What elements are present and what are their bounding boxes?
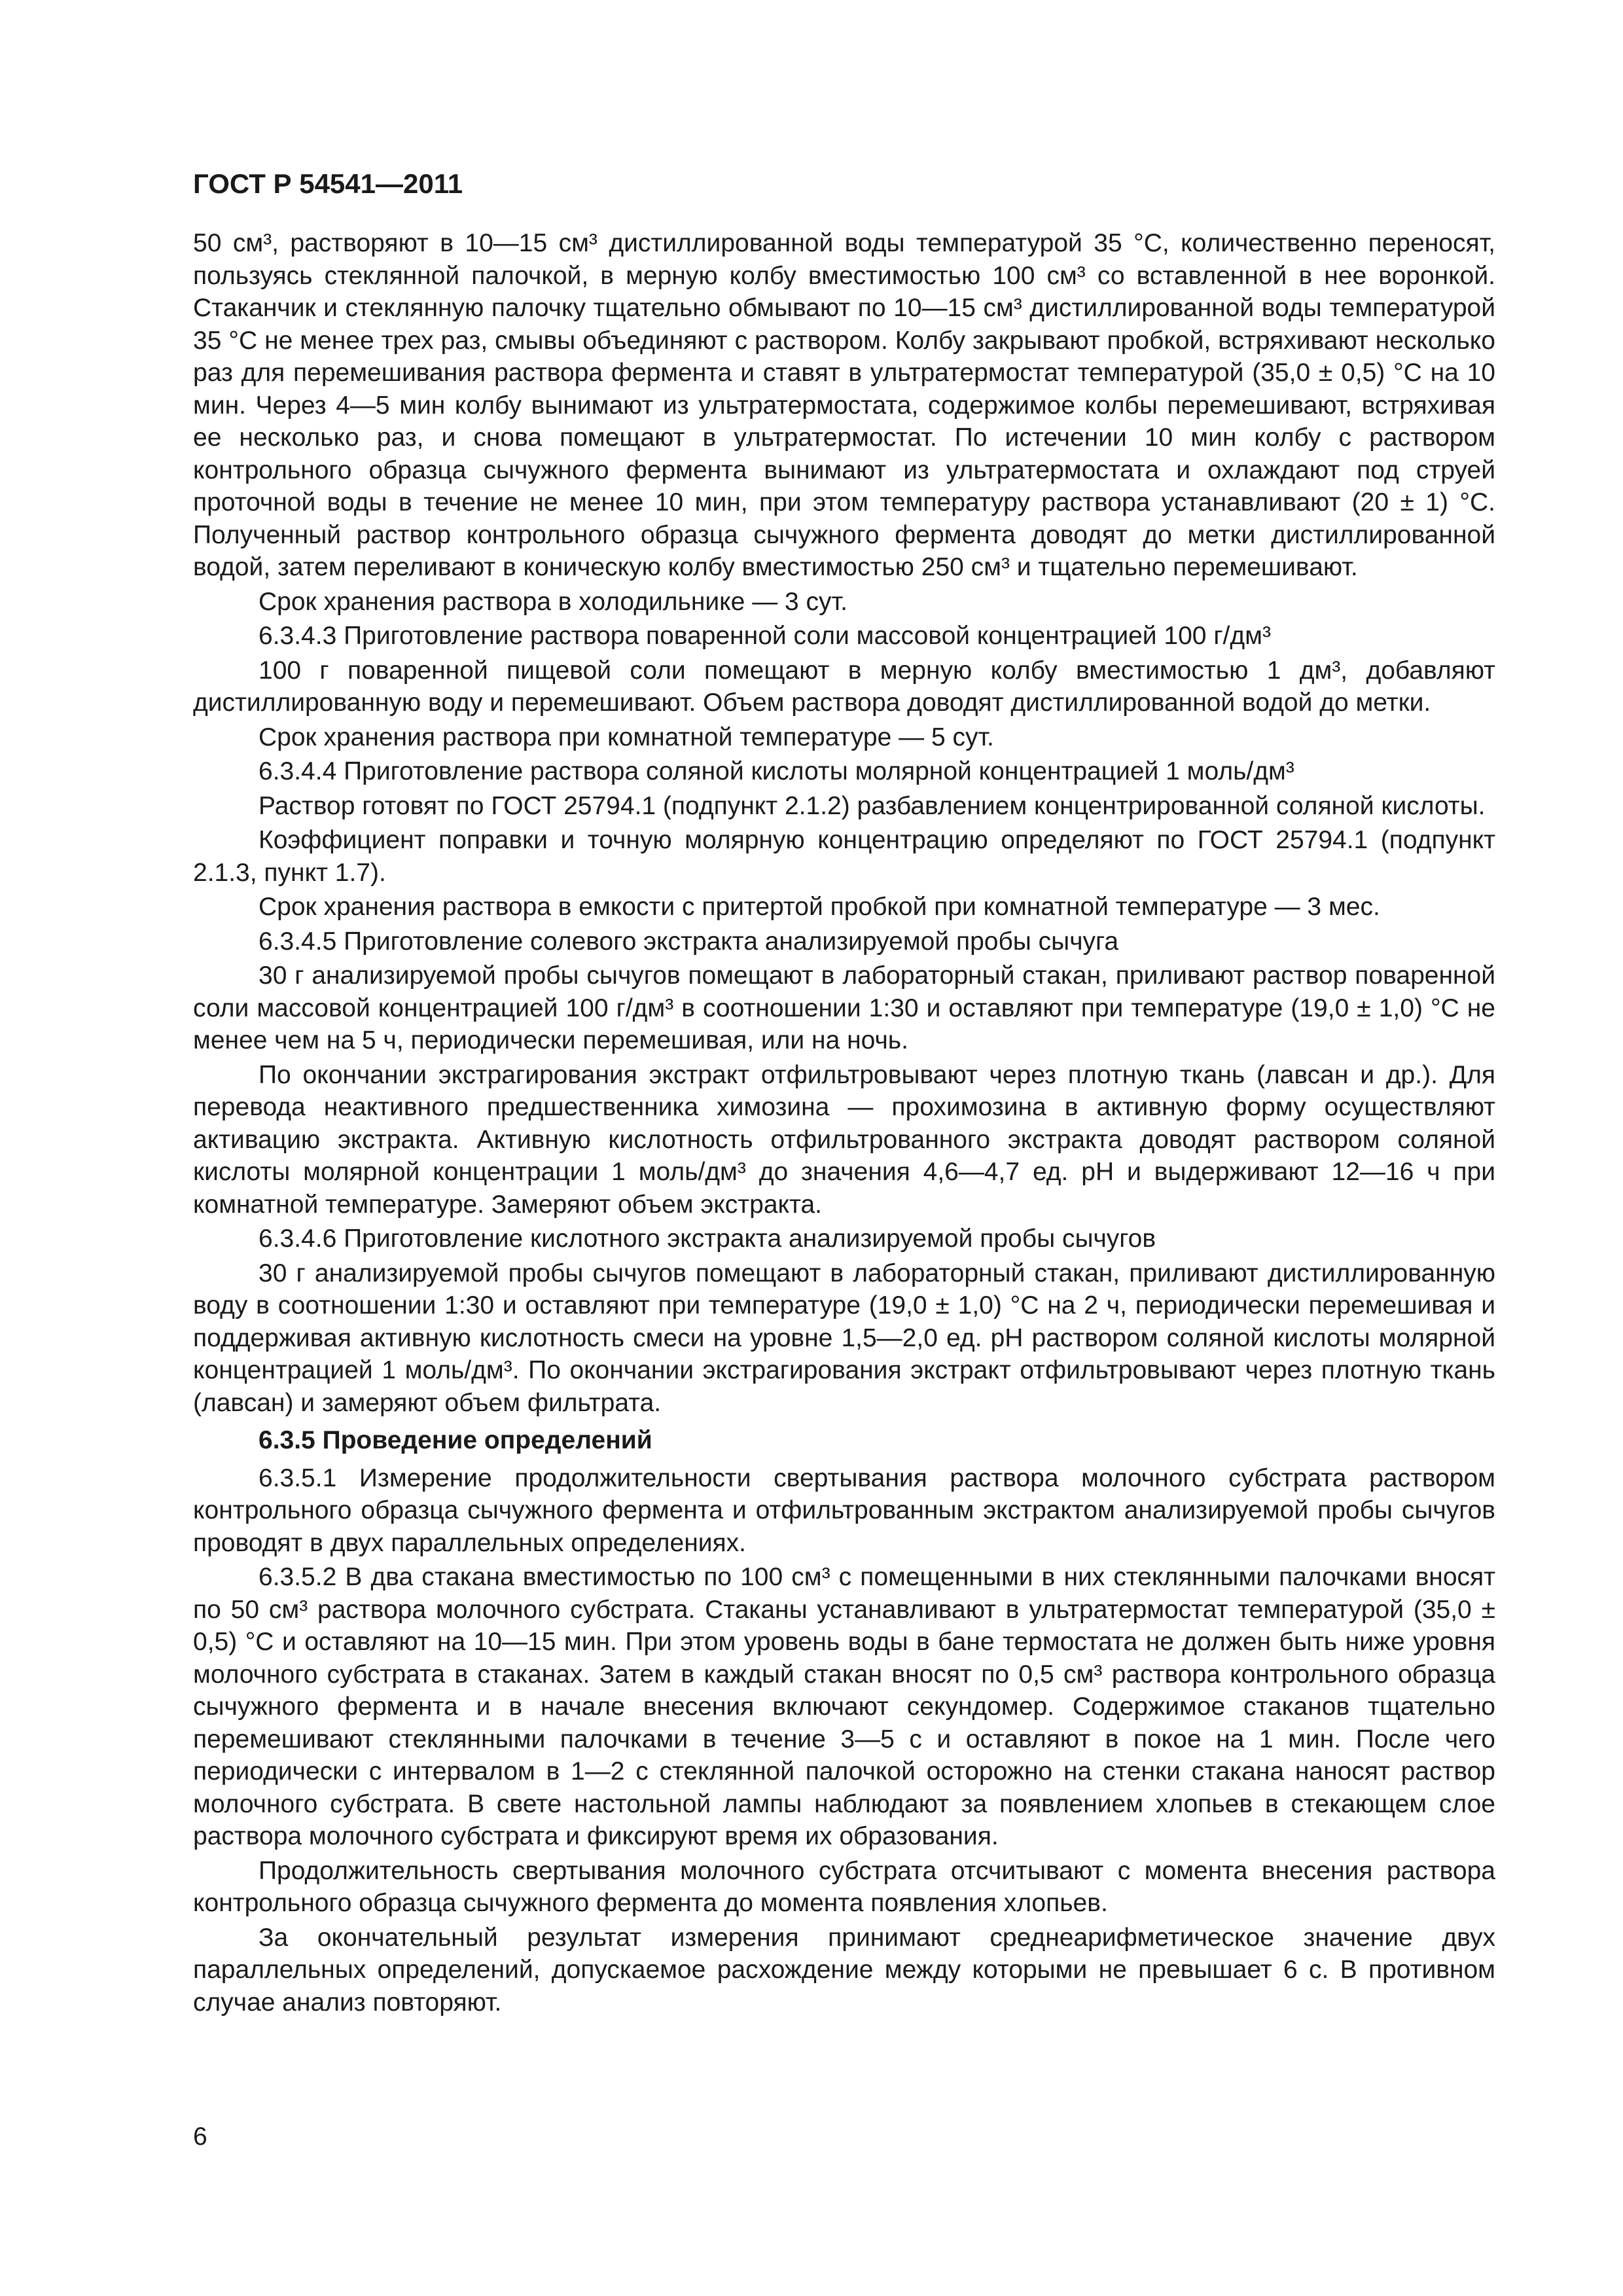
paragraph-coagulation-duration: Продолжительность свертывания молочного субстрата отсчитывают с момента внесения раствора контрольного образца сычужного фермента до момента появления хлопьев. (193, 1856, 1495, 1917)
document-page (193, 167, 1495, 2018)
paragraph-acid-extract: 30 г анализируемой пробы сычугов помещают в лабораторный стакан, приливают дистиллированную воду в соотношении 1:30 и оставляют при температуре (19,0 ± 1,0) °С на 2 ч, периодически перемешивая и поддерживая активную кислотность смеси на уровне 1,5—2,0 ед. рН раствором соляной кислоты молярной концентрацией 1 моль/дм³. По окончании экстрагирования экстракт отфильтровывают через плотную ткань (лавсан) и замеряют объем фильтрата. (193, 1259, 1495, 1417)
document-title: ГОСТ Р 54541—2011 (193, 168, 463, 199)
paragraph-storage-room: Срок хранения раствора при комнатной температуре — 5 сут. (259, 723, 994, 751)
page-number: 6 (193, 2123, 207, 2151)
subsection-6-3-5-2: 6.3.5.2 В два стакана вместимостью по 100 см³ с помещенными в них стеклянными палочками вносят по 50 см³ раствора молочного субстрата. Стаканы устанавливают в ультратермостат температурой (35,0 ± 0,5) °С и оставляют на 10—15 мин. При этом уровень воды в бане термостата не должен быть ниже уровня молочного субстрата в стаканах. Затем в каждый стакан вносят по 0,5 см³ раствора контрольного образца сычужного фермента и в начале внесения включают секундомер. Содержимое стаканов тщательно перемешивают стеклянными палочками в течение 3—5 с и оставляют в покое на 1 мин. После чего периодически с интервалом в 1—2 с стеклянной палочкой осторожно на стенки стакана наносят раствор молочного субстрата. В свете настольной лампы наблюдают за появлением хлопьев в стекающем слое раствора молочного субстрата и фиксируют время их образования. (193, 1563, 1495, 1850)
paragraph-salt-solution: 100 г поваренной пищевой соли помещают в мерную колбу вместимостью 1 дм³, добавляют дистиллированную воду и перемешивают. Объем раствора доводят дистиллированной водой до метки. (193, 656, 1495, 717)
paragraph-continuation: 50 см³, растворяют в 10—15 см³ дистиллированной воды температурой 35 °С, количественно переносят, пользуясь стеклянной палочкой, в мерную колбу вместимостью 100 см³ со вставленной в нее воронкой. Стаканчик и стеклянную палочку тщательно обмывают по 10—15 см³ дистиллированной воды температурой 35 °С не менее трех раз, смывы объединяют с раствором. Колбу закрывают пробкой, встряхивают несколько раз для перемешивания раствора фермента и ставят в ультратермостат температурой (35,0 ± 0,5) °С на 10 мин. Через 4—5 мин колбу вынимают из ультратермостата, содержимое колбы перемешивают, встряхивая ее несколько раз, и снова помещают в ультратермостат. По истечении 10 мин колбу с раствором контрольного образца сычужного фермента вынимают из ультратермостата и охлаждают под струей проточной воды в течение не менее 10 мин, при этом температуру раствора устанавливают (20 ± 1) °С. Полученный раствор контрольного образца сычужного фермента доводят до метки дистиллированной водой, затем переливают в коническую колбу вместимостью 250 см³ и тщательно перемешивают. (193, 229, 1495, 581)
paragraph-extraction-activation: По окончании экстрагирования экстракт отфильтровывают через плотную ткань (лавсан и др.). Для перевода неактивного предшественника химозина — прохимозина в активную форму осуществляют активацию экстракта. Активную кислотность отфильтрованного экстракта доводят раствором соляной кислоты молярной концентрации 1 моль/дм³ до значения 4,6—4,7 ед. рН и выдерживают 12—16 ч при комнатной температуре. Замеряют объем экстракта. (193, 1060, 1495, 1219)
paragraph-final-result: За окончательный результат измерения принимают среднеарифметическое значение двух параллельных определений, допускаемое расхождение между которыми не превышает 6 с. В противном случае анализ повторяют. (193, 1923, 1495, 2017)
subsection-6-3-4-6: 6.3.4.6 Приготовление кислотного экстракта анализируемой пробы сычугов (259, 1225, 1156, 1253)
paragraph-acid-preparation: Раствор готовят по ГОСТ 25794.1 (подпункт 2.1.2) разбавлением концентрированной соляной кислоты. (259, 791, 1486, 820)
paragraph-storage-stopper: Срок хранения раствора в емкости с притертой пробкой при комнатной температуре — 3 мес. (259, 893, 1380, 921)
subsection-6-3-5-1: 6.3.5.1 Измерение продолжительности свертывания раствора молочного субстрата раствором контрольного образца сычужного фермента и отфильтрованным экстрактом анализируемой пробы сычугов проводят в двух параллельных определениях. (193, 1463, 1495, 1557)
section-heading-6-3-5: 6.3.5 Проведение определений (259, 1426, 652, 1454)
subsection-6-3-4-3: 6.3.4.3 Приготовление раствора поваренной соли массовой концентрацией 100 г/дм³ (259, 622, 1271, 650)
document-body (193, 227, 1495, 2018)
paragraph-correction-coefficient: Коэффициент поправки и точную молярную концентрацию определяют по ГОСТ 25794.1 (подпункт 2.1.3, пункт 1.7). (193, 826, 1495, 887)
paragraph-salt-extract: 30 г анализируемой пробы сычугов помещают в лабораторный стакан, приливают раствор поваренной соли массовой концентрацией 100 г/дм³ в соотношении 1:30 и оставляют при температуре (19,0 ± 1,0) °С не менее чем на 5 ч, периодически перемешивая, или на ночь. (193, 961, 1495, 1054)
paragraph-storage-cold: Срок хранения раствора в холодильнике — 3 сут. (259, 587, 847, 616)
subsection-6-3-4-4: 6.3.4.4 Приготовление раствора соляной кислоты молярной концентрацией 1 моль/дм³ (259, 757, 1294, 785)
subsection-6-3-4-5: 6.3.4.5 Приготовление солевого экстракта анализируемой пробы сычуга (259, 927, 1119, 956)
